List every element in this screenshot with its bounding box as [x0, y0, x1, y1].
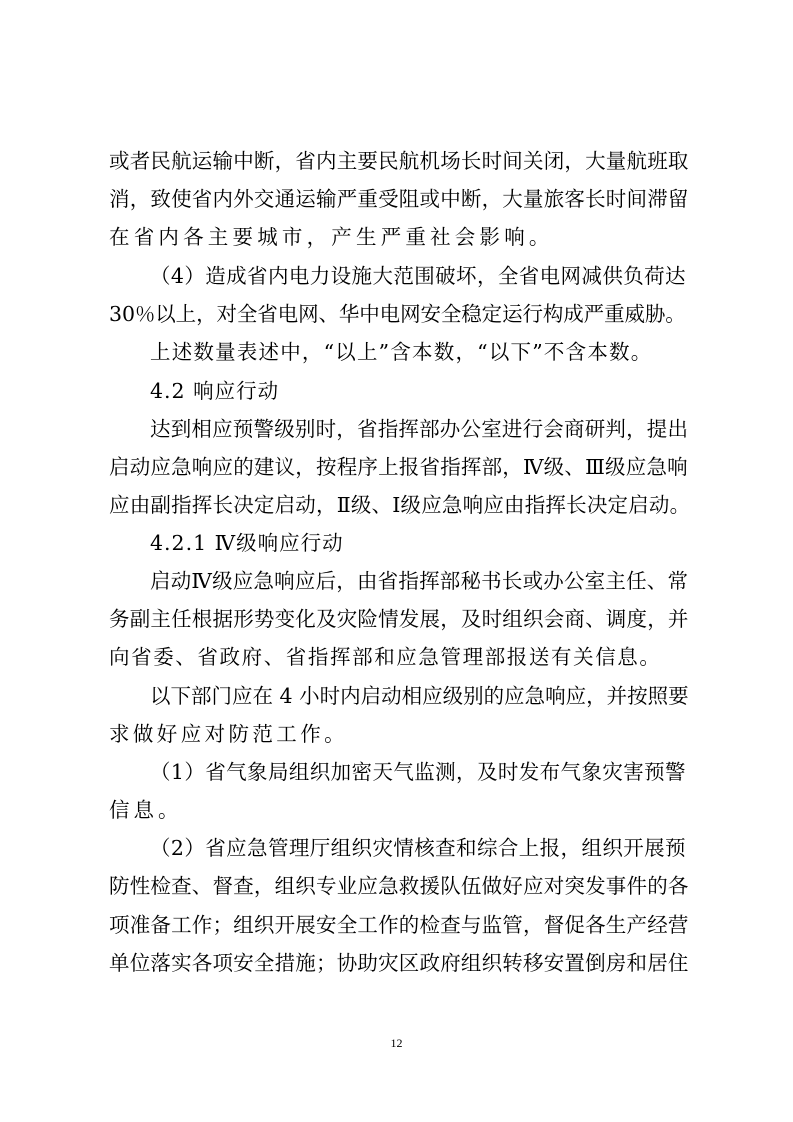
text-line: 启动Ⅳ级应急响应后，由省指挥部秘书长或办公室主任、常 — [150, 569, 689, 593]
text-line: 上述数量表述中，“以上”含本数，“以下”不含本数。 — [150, 340, 653, 364]
text-line: 在省内各主要城市，产生严重社会影响。 — [109, 225, 554, 249]
text-line: 防性检查、督查，组织专业应急救援队伍做好应对突发事件的各 — [109, 874, 689, 898]
text-line: （1）省气象局组织加密天气监测，及时发布气象灾害预警 — [150, 760, 686, 784]
text-line: 单位落实各项安全措施；协助灾区政府组织转移安置倒房和居住 — [109, 951, 689, 975]
page-number: 12 — [390, 1036, 403, 1050]
text-line: （4）造成省内电力设施大范围破坏，全省电网减供负荷达 — [150, 264, 686, 288]
text-line: 向省委、省政府、省指挥部和应急管理部报送有关信息。 — [109, 645, 662, 669]
section-heading: 4.2.1 Ⅳ级响应行动 — [150, 531, 344, 555]
text-line: 务副主任根据形势变化及灾险情发展，及时组织会商、调度，并 — [109, 607, 689, 631]
text-line: 项准备工作；组织开展安全工作的检查与监管，督促各生产经营 — [109, 913, 689, 937]
text-line: 启动应急响应的建议，按程序上报省指挥部，Ⅳ级、Ⅲ级应急响 — [109, 455, 688, 479]
text-line: 30％以上，对全省电网、华中电网安全稳定运行构成严重威胁。 — [109, 302, 686, 326]
text-line: 应由副指挥长决定启动，Ⅱ级、Ⅰ级应急响应由指挥长决定启动。 — [109, 493, 691, 517]
text-line: 求做好应对防范工作。 — [109, 722, 348, 746]
section-heading: 4.2 响应行动 — [150, 379, 280, 403]
text-line: 或者民航运输中断，省内主要民航机场长时间关闭，大量航班取 — [109, 149, 689, 173]
text-line: 消，致使省内外交通运输严重受阻或中断，大量旅客长时间滞留 — [109, 187, 689, 211]
text-line: 信息。 — [109, 798, 183, 822]
text-line: 达到相应预警级别时，省指挥部办公室进行会商研判，提出 — [150, 417, 689, 441]
text-line: 以下部门应在 4 小时内启动相应级别的应急响应，并按照要 — [150, 684, 689, 708]
text-line: （2）省应急管理厅组织灾情核查和综合上报，组织开展预 — [150, 836, 686, 860]
